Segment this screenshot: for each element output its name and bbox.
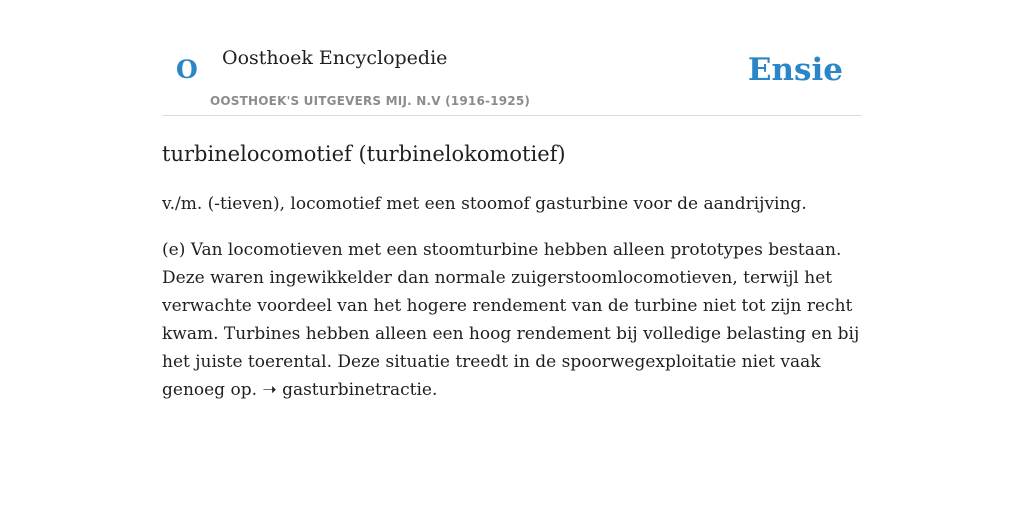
- cross-reference-arrow-icon: ➝: [262, 380, 277, 400]
- entry-body-text: (e) Van locomotieven met een stoomturbine hebben alleen prototypes bestaan. Deze waren ingewikkelder dan normale zuigerstoomlocomotieven, terwijl het verwachte voordeel van het hogere rendement van de turbine niet tot zijn recht kwam. Turbines hebben alleen een hoog rendement bij volledige belasting en bij het juiste toerental. Deze situatie treedt in de spoorwegexploitatie niet vaak genoeg op.: [162, 240, 860, 400]
- logo-letter[interactable]: O: [176, 55, 198, 84]
- site-header: [162, 0, 862, 116]
- site-title[interactable]: Oosthoek Encyclopedie: [222, 47, 448, 69]
- entry-definition: v./m. (-tieven), locomotief met een stoomof gasturbine voor de aandrijving.: [162, 194, 807, 214]
- encyclopedia-entry: [162, 138, 862, 404]
- ensie-logo-link[interactable]: Ensie: [747, 52, 843, 88]
- entry-title: turbinelocomotief (turbinelokomotief): [162, 142, 566, 166]
- entry-body: [162, 236, 862, 404]
- cross-reference-link[interactable]: gasturbinetractie.: [282, 380, 438, 400]
- publisher-label: OOSTHOEK'S UITGEVERS MIJ. N.V (1916-1925): [210, 94, 531, 108]
